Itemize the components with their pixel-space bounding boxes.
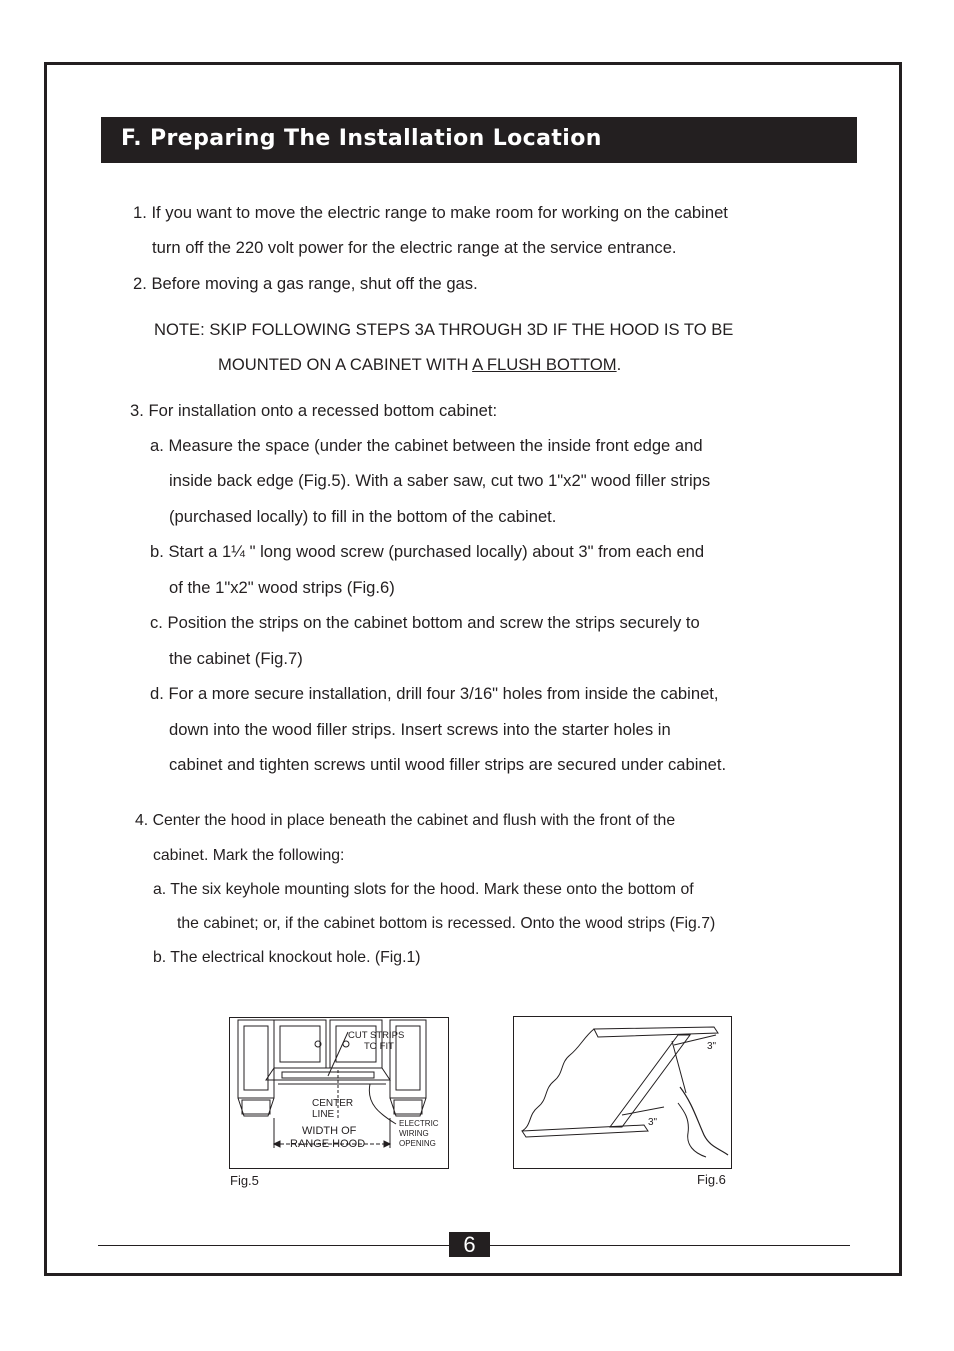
step-3d-line-2: down into the wood filler strips. Insert screws into the starter holes in: [169, 720, 671, 739]
step-4b: b. The electrical knockout hole. (Fig.1): [153, 949, 421, 966]
step-3b-line-1: b. Start a 1¼ " long wood screw (purchased locally) about 3" from each end: [150, 542, 705, 561]
footer-rule-left: [98, 1245, 449, 1246]
figure-5: [229, 1017, 449, 1169]
figure-6: [513, 1016, 732, 1169]
fig5-label-cut-2: TO FIT: [364, 1041, 394, 1052]
step-1-line-2: turn off the 220 volt power for the electric range at the service entrance.: [152, 238, 677, 257]
fig5-label-elec-2: WIRING: [399, 1129, 429, 1138]
note-line-2-prefix: MOUNTED ON A CABINET WITH: [218, 355, 473, 374]
page-number: 6: [449, 1232, 490, 1257]
step-2: 2. Before moving a gas range, shut off the gas.: [133, 274, 478, 293]
note-line-2: [218, 355, 621, 375]
note-line-2-suffix: .: [616, 355, 622, 374]
step-3a-line-2: inside back edge (Fig.5). With a saber saw, cut two 1"x2" wood filler strips: [169, 471, 711, 490]
step-3d-line-3: cabinet and tighten screws until wood filler strips are secured under cabinet.: [169, 755, 727, 774]
step-3c-line-2: the cabinet (Fig.7): [169, 649, 303, 668]
step-3a-line-1: a. Measure the space (under the cabinet between the inside front edge and: [150, 436, 703, 455]
fig5-label-center-2: LINE: [312, 1109, 335, 1120]
step-4-line-2: cabinet. Mark the following:: [153, 847, 345, 864]
section-header: [101, 117, 857, 163]
fig6-label-bottom: 3": [648, 1117, 658, 1128]
fig5-label-center-1: CENTER: [312, 1098, 354, 1109]
note-flush-bottom: A FLUSH BOTTOM: [472, 355, 617, 374]
step-4a-line-2: the cabinet; or, if the cabinet bottom is recessed. Onto the wood strips (Fig.7): [177, 915, 716, 932]
fig5-label-width-1: WIDTH OF: [302, 1125, 357, 1137]
step-4a-line-1: a. The six keyhole mounting slots for the hood. Mark these onto the bottom of: [153, 881, 694, 898]
step-3a-line-3: (purchased locally) to fill in the bottom of the cabinet.: [169, 507, 557, 526]
step-1-line-1: 1. If you want to move the electric range to make room for working on the cabinet: [133, 203, 728, 222]
note-line-1: NOTE: SKIP FOLLOWING STEPS 3A THROUGH 3D IF THE HOOD IS TO BE: [154, 320, 734, 339]
fig5-label-elec-1: ELECTRIC: [399, 1119, 439, 1128]
step-4-line-1: 4. Center the hood in place beneath the cabinet and flush with the front of the: [135, 812, 676, 829]
figure-6-illustration: [514, 1017, 731, 1168]
figure-5-caption: Fig.5: [230, 1173, 259, 1188]
section-title: F. Preparing The Installation Location: [121, 126, 602, 151]
step-3: 3. For installation onto a recessed bottom cabinet:: [130, 401, 498, 420]
figure-6-caption: Fig.6: [697, 1172, 726, 1187]
step-3d-line-1: d. For a more secure installation, drill four 3/16" holes from inside the cabinet,: [150, 684, 719, 703]
fig5-label-width-2: RANGE HOOD: [290, 1138, 366, 1150]
figure-5-illustration: [230, 1018, 448, 1168]
step-3b-line-2: of the 1"x2" wood strips (Fig.6): [169, 578, 395, 597]
fig5-label-cut-1: CUT STRIPS: [348, 1030, 405, 1041]
step-3c-line-1: c. Position the strips on the cabinet bottom and screw the strips securely to: [150, 613, 700, 632]
fig5-label-elec-3: OPENING: [399, 1139, 436, 1148]
fig6-label-top: 3": [707, 1041, 717, 1052]
footer-rule-right: [490, 1245, 850, 1246]
